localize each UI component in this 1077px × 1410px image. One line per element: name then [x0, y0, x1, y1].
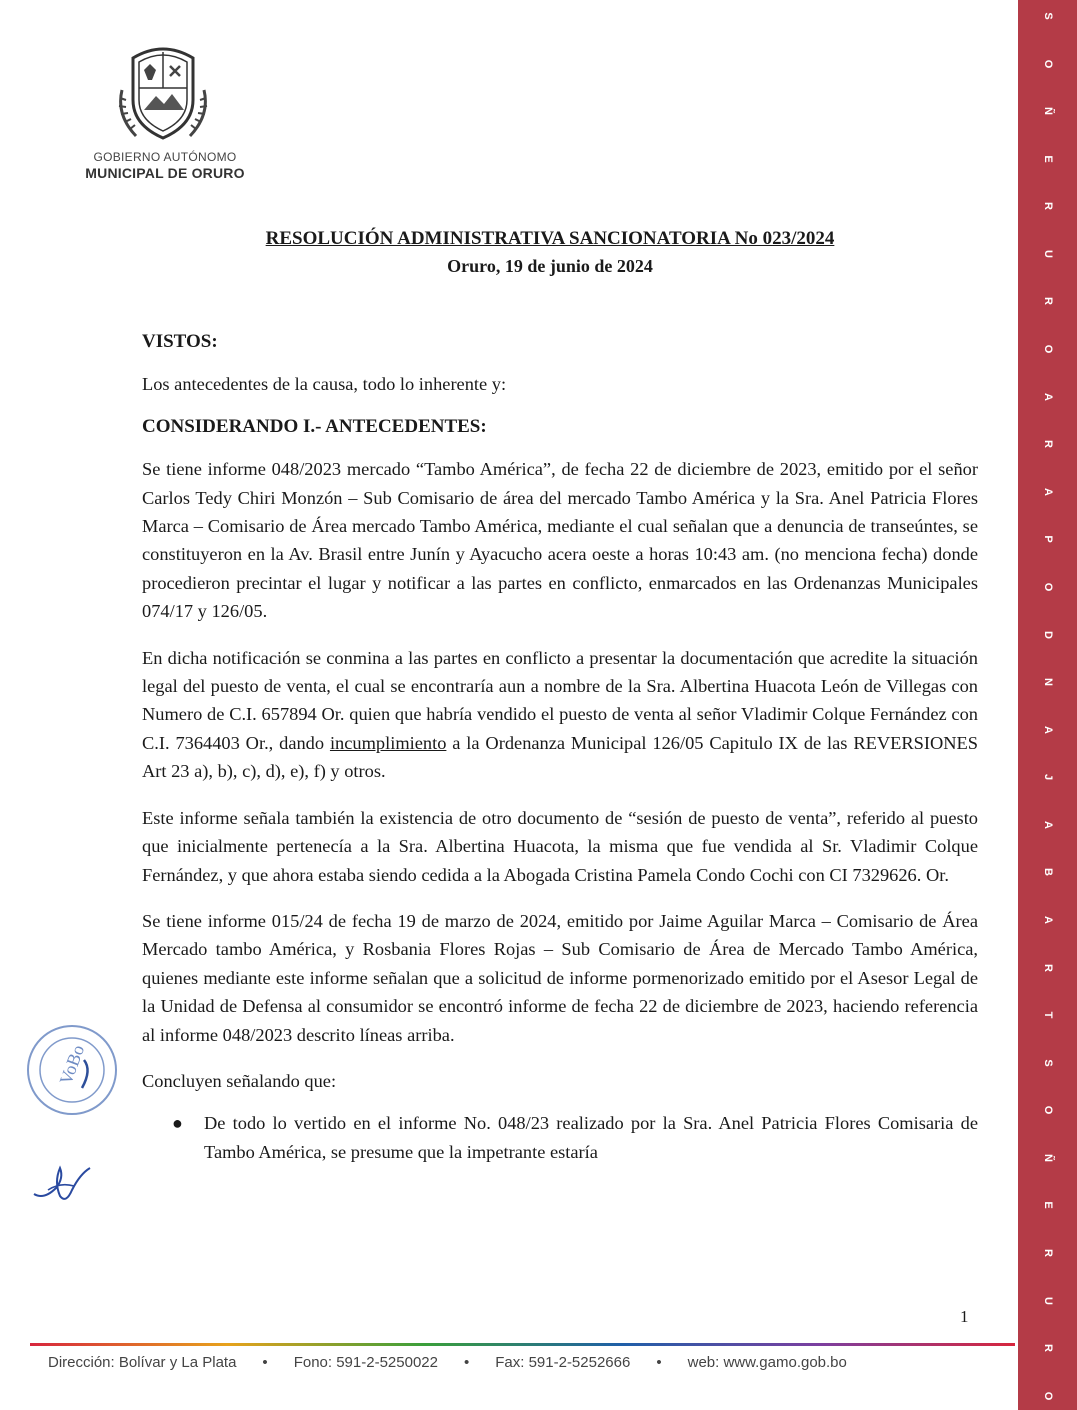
- side-band-letter: J: [1041, 774, 1054, 781]
- municipal-coat-of-arms-icon: [108, 40, 218, 150]
- side-band-letter: Ñ: [1041, 1153, 1054, 1162]
- footer-separator: •: [262, 1354, 268, 1371]
- side-band-letter: E: [1041, 1201, 1054, 1210]
- footer-phone: Fono: 591-2-5250022: [293, 1354, 438, 1371]
- side-band-letter: A: [1041, 725, 1054, 734]
- side-band-letter: Ñ: [1041, 107, 1054, 116]
- side-band-letter: A: [1041, 916, 1054, 924]
- organization-name: [70, 150, 260, 181]
- org-line-1: GOBIERNO AUTÓNOMO: [93, 150, 237, 164]
- document-title: RESOLUCIÓN ADMINISTRATIVA SANCIONATORIA No 023/2024: [265, 228, 835, 249]
- side-band-letter: D: [1041, 630, 1054, 639]
- side-band-letter: O: [1041, 1106, 1054, 1115]
- considerando-heading: CONSIDERANDO I.- ANTECEDENTES:: [142, 415, 487, 437]
- side-band-letter: O: [1041, 582, 1054, 592]
- side-band-letter: A: [1041, 487, 1054, 496]
- stamp-text: VoBo: [55, 1042, 89, 1088]
- side-band-letter: U: [1041, 249, 1054, 258]
- footer: [48, 1354, 1008, 1371]
- side-band-letter: S: [1041, 1059, 1054, 1067]
- side-band-letter: P: [1041, 535, 1054, 544]
- side-band-letter: O: [1041, 59, 1054, 68]
- document-body: [142, 328, 978, 1166]
- page-number: 1: [960, 1307, 969, 1326]
- list-item: [172, 1109, 978, 1166]
- side-band-letter: B: [1041, 868, 1054, 877]
- paragraph-2-underlined: incumplimiento: [329, 732, 447, 753]
- footer-fax: Fax: 591-2-5252666: [495, 1354, 631, 1371]
- document-date: Oruro, 19 de junio de 2024: [447, 256, 653, 276]
- side-band-letter: S: [1041, 12, 1054, 20]
- side-band-letter: R: [1041, 1249, 1054, 1257]
- footer-address: Dirección: Bolívar y La Plata: [48, 1354, 237, 1371]
- side-band-letter: O: [1041, 1391, 1054, 1401]
- org-line-2: MUNICIPAL DE ORURO: [85, 165, 245, 181]
- signature-icon: [30, 1160, 100, 1210]
- paragraph-1: Se tiene informe 048/2023 mercado “Tambo América”, de fecha 22 de diciembre de 2023, emitido por el señor Carlos Tedy Chiri Monzón – Sub Comisario de área del mercado Tambo América y la Sra. Anel Patricia Flores Marca – Comisario de Área mercado Tambo América, mediante el cual señalan que a denuncia de transeúntes, se constituyeron en la Av. Brasil entre Junín y Ayacucho acera oeste a horas 10:43 am. (no menciona fecha) donde procedieron precintar el lugar y notificar a las partes en conflicto, enmarcados en las Ordenanzas Municipales 074/17 y 126/05.: [142, 459, 978, 622]
- vobo-stamp-icon: [22, 1020, 122, 1120]
- side-band-letter: T: [1041, 1011, 1054, 1019]
- footer-color-stripe: [30, 1343, 1015, 1346]
- side-band-letter: R: [1041, 440, 1054, 449]
- side-band-letter: A: [1041, 820, 1054, 829]
- concluyen-text: Concluyen señalando que:: [142, 1070, 337, 1091]
- side-band-letter: O: [1041, 344, 1054, 354]
- footer-separator: •: [656, 1354, 662, 1371]
- side-band-letter: E: [1041, 155, 1054, 163]
- paragraph-2-part-1: En dicha notificación se conmina a las partes en conflicto a presentar la documentación que acredite la situación legal del puesto de venta, el cual se encontraría aun a nombre de la Sra. Albertina Huacota León de Villegas con Numero de C.I. 657894 Or. quien que habría vendido el puesto de venta al señor Vladimir Colque Fernández con C.I. 7364403 Or., dando: [142, 647, 978, 753]
- paragraph-2-part-2: a la Ordenanza Municipal 126/05 Capitulo IX de las REVERSIONES Art 23 a), b), c), d), e), f) y otros.: [142, 732, 978, 782]
- paragraph-2: [142, 644, 978, 786]
- footer-web: web: www.gamo.gob.bo: [687, 1354, 847, 1371]
- side-band-letter: U: [1041, 1296, 1054, 1305]
- side-band-slogan: [1018, 0, 1077, 1410]
- side-band-letter: R: [1041, 963, 1054, 972]
- bullet-icon: ●: [172, 1113, 183, 1134]
- vistos-text: Los antecedentes de la causa, todo lo inherente y:: [142, 374, 507, 395]
- footer-separator: •: [463, 1354, 470, 1371]
- side-band-letter: N: [1041, 678, 1054, 687]
- vistos-heading: VISTOS:: [142, 331, 218, 352]
- paragraph-4: Se tiene informe 015/24 de fecha 19 de marzo de 2024, emitido por Jaime Aguilar Marca – Comisario de Área Mercado tambo América, y Rosbania Flores Rojas – Sub Comisario de Área de Mercado Tambo América, quienes mediante este informe señalan que a solicitud de informe pormenorizado emitido por el Asesor Legal de la Unidad de Defensa al consumidor se encontró informe de fecha 22 de diciembre de 2023, haciendo referencia al informe 048/2023 descrito líneas arriba.: [142, 910, 978, 1045]
- side-band-letter: R: [1041, 1344, 1054, 1353]
- side-band-letter: R: [1041, 202, 1054, 211]
- side-band-letter: A: [1041, 392, 1054, 401]
- side-band-letter: R: [1041, 297, 1054, 306]
- paragraph-3: Este informe señala también la existencia de otro documento de “sesión de puesto de venta”, referido al puesto que inicialmente pertenecía a la Sra. Albertina Huacota, la misma que fue vendida al Sr. Vladimir Colque Fernández, y que ahora estaba siendo cedida a la Abogada Cristina Pamela Condo Cochi con CI 7329626. Or.: [142, 807, 978, 885]
- bullet-1-text: De todo lo vertido en el informe No. 048/23 realizado por la Sra. Anel Patricia Flores Comisaria de Tambo América, se presume que la impetrante estaría: [204, 1113, 978, 1162]
